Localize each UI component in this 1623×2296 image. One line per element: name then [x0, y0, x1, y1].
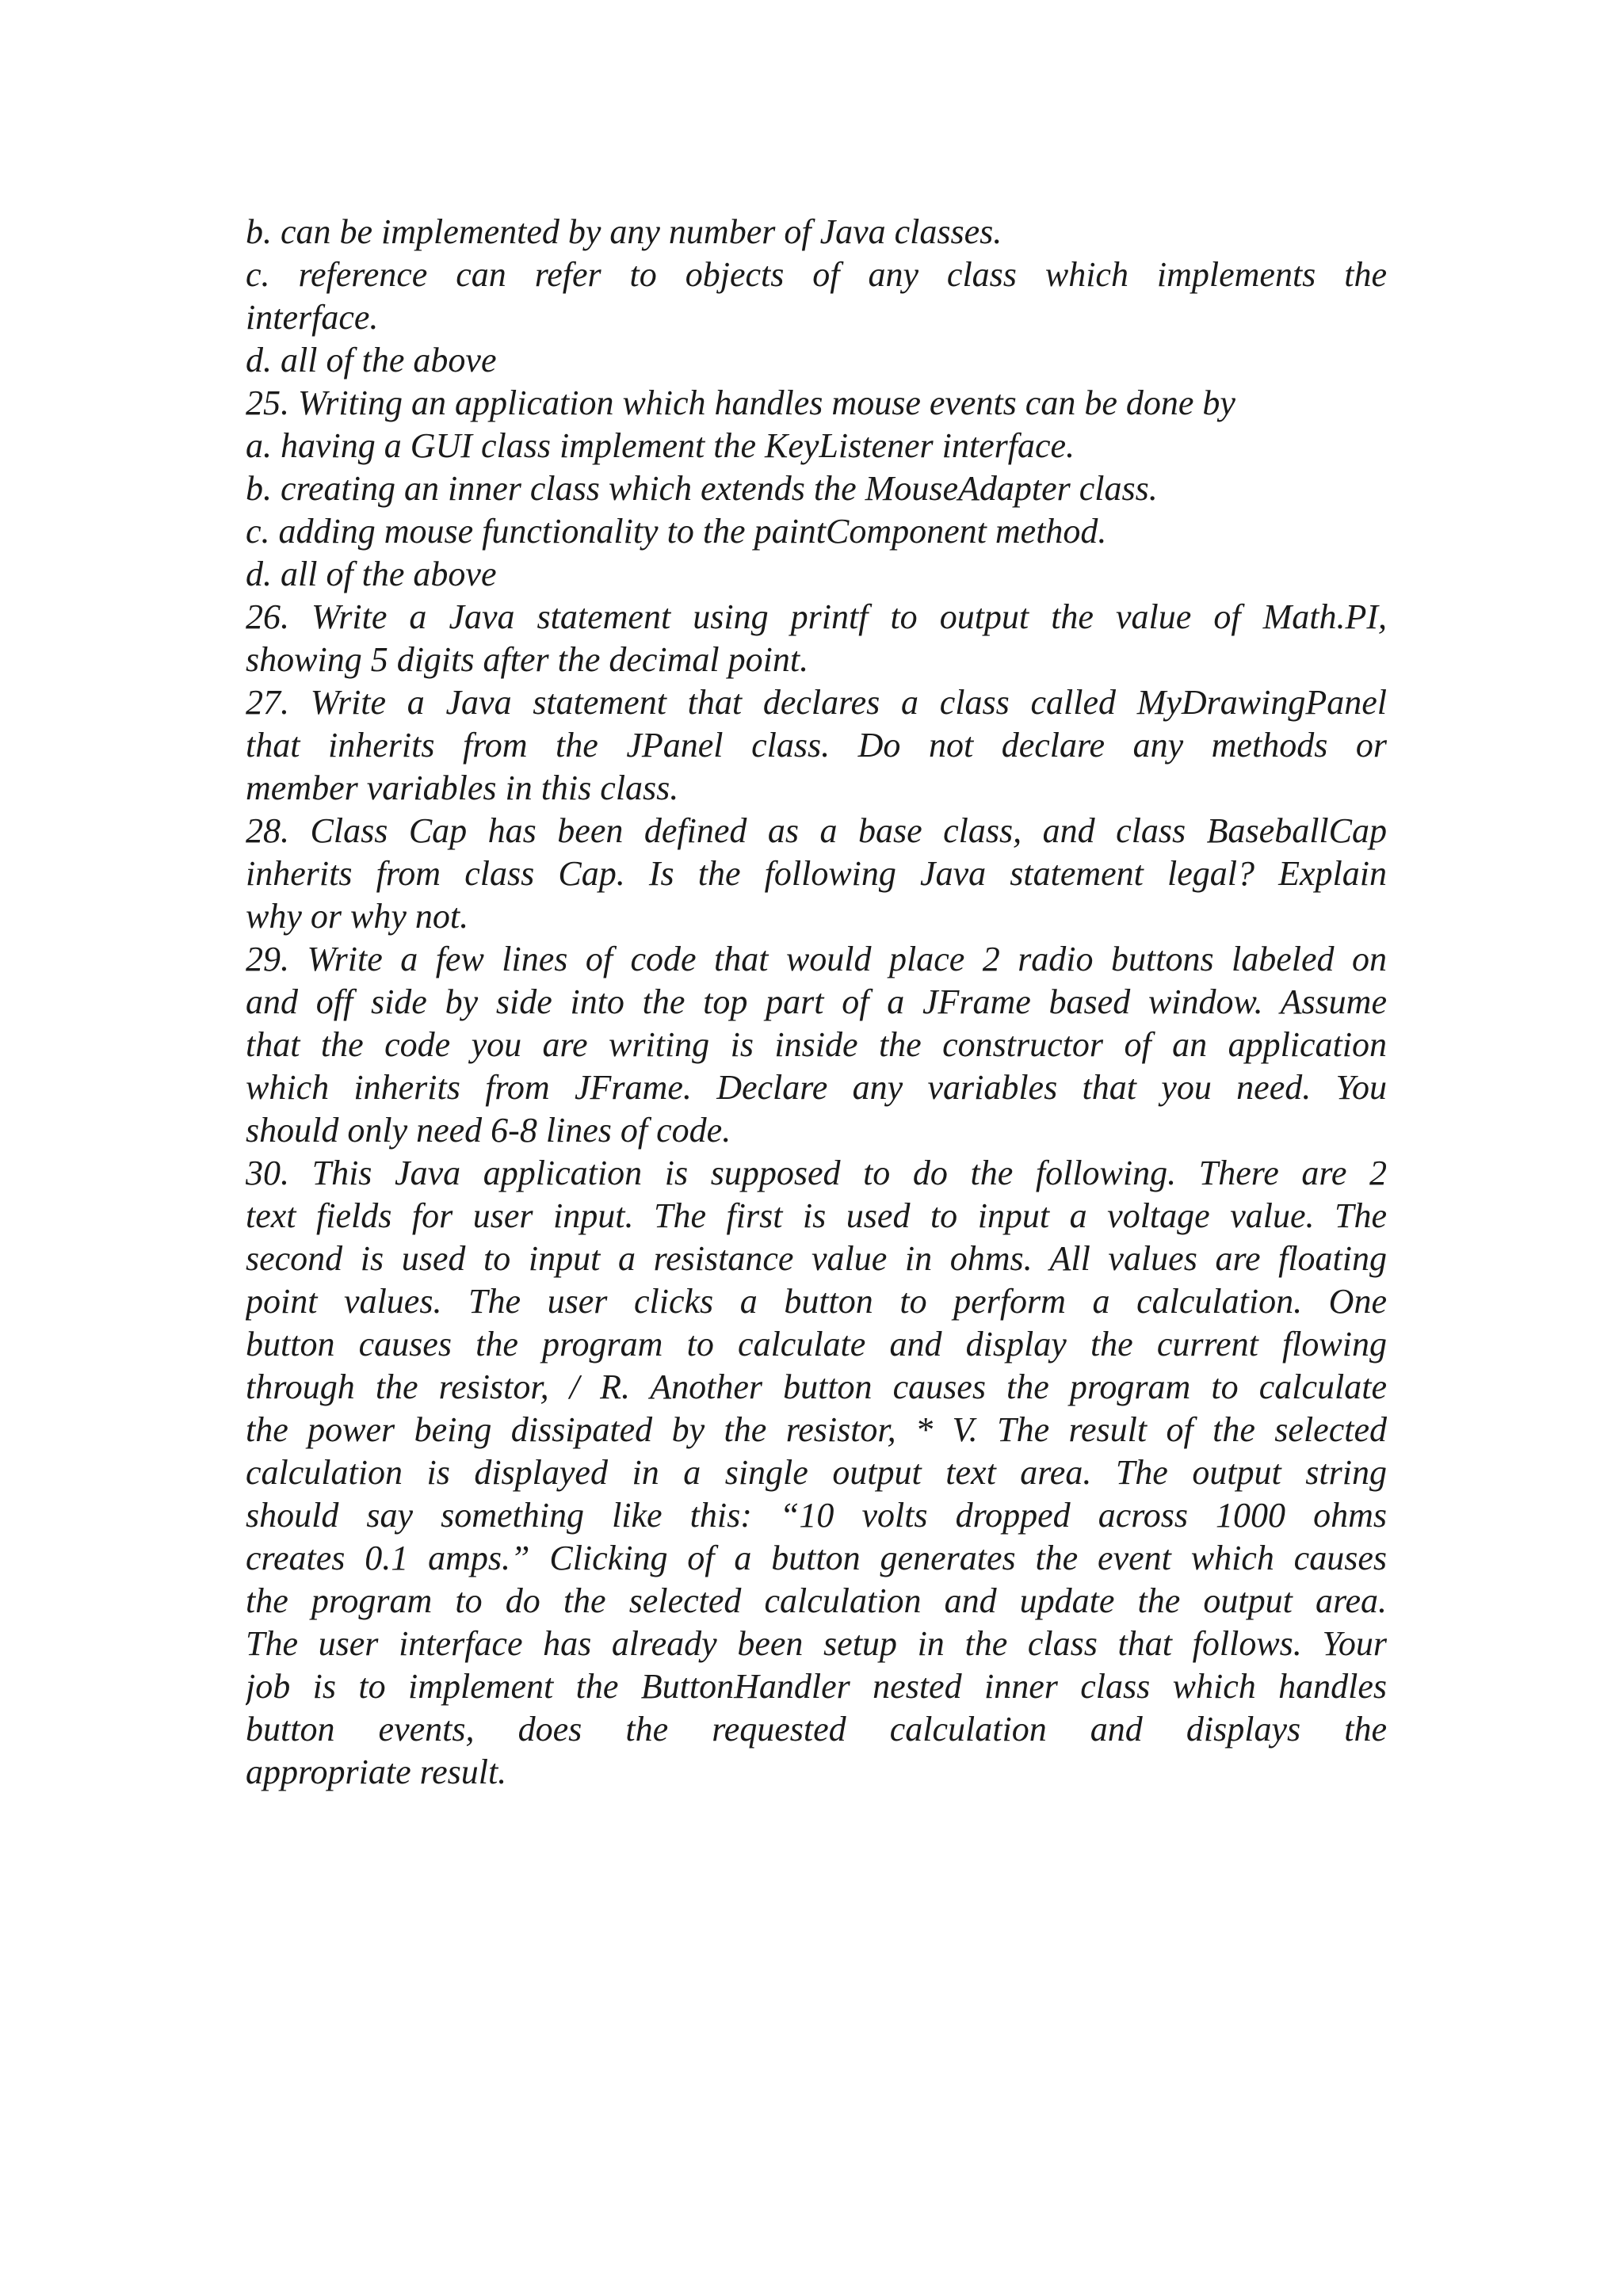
- text-line: and off side by side into the top part of a JFrame based window. Assume: [246, 982, 1387, 1021]
- text-line: 26. Write a Java statement using printf to output the value of Math.PI,: [246, 597, 1387, 636]
- text-line: 27. Write a Java statement that declares a class called MyDrawingPanel: [246, 683, 1387, 722]
- text-line: member variables in this class.: [246, 769, 679, 807]
- text-line: c. adding mouse functionality to the paintComponent method.: [246, 512, 1107, 551]
- text-line: text fields for user input. The first is used to input a voltage value. The: [246, 1196, 1387, 1235]
- text-line: through the resistor, / R. Another button causes the program to calculate: [246, 1367, 1387, 1406]
- text-line: the program to do the selected calculation and update the output area.: [246, 1581, 1387, 1620]
- text-line: d. all of the above: [246, 341, 497, 379]
- text-line: b. can be implemented by any number of Java classes.: [246, 212, 1002, 251]
- text-line: interface.: [246, 298, 379, 337]
- text-line: b. creating an inner class which extends the MouseAdapter class.: [246, 469, 1158, 508]
- text-line: calculation is displayed in a single output text area. The output string: [246, 1453, 1387, 1492]
- text-line: d. all of the above: [246, 555, 497, 593]
- text-line: should only need 6-8 lines of code.: [246, 1111, 731, 1150]
- text-line: that inherits from the JPanel class. Do not declare any methods or: [246, 726, 1387, 765]
- text-line: c. reference can refer to objects of any class which implements the: [246, 255, 1387, 294]
- text-line: the power being dissipated by the resistor, * V. The result of the selected: [246, 1410, 1387, 1449]
- text-line: button causes the program to calculate and display the current flowing: [246, 1325, 1387, 1363]
- text-line: 28. Class Cap has been defined as a base class, and class BaseballCap: [246, 811, 1387, 850]
- text-line: point values. The user clicks a button to perform a calculation. One: [246, 1282, 1387, 1321]
- text-line: that the code you are writing is inside the constructor of an application: [246, 1025, 1387, 1064]
- text-line: creates 0.1 amps.” Clicking of a button generates the event which causes: [246, 1539, 1387, 1577]
- text-line: appropriate result.: [246, 1753, 507, 1791]
- text-line: why or why not.: [246, 897, 469, 936]
- text-line: job is to implement the ButtonHandler nested inner class which handles: [246, 1667, 1387, 1706]
- text-line: showing 5 digits after the decimal point.: [246, 640, 809, 679]
- text-line: 30. This Java application is supposed to do the following. There are 2: [246, 1154, 1387, 1192]
- text-line: button events, does the requested calculation and displays the: [246, 1710, 1387, 1749]
- text-line: should say something like this: “10 volts dropped across 1000 ohms: [246, 1496, 1387, 1535]
- text-line: 29. Write a few lines of code that would place 2 radio buttons labeled on: [246, 940, 1387, 978]
- text-line: inherits from class Cap. Is the following Java statement legal? Explain: [246, 854, 1387, 893]
- text-line: a. having a GUI class implement the KeyListener interface.: [246, 426, 1075, 465]
- text-line: which inherits from JFrame. Declare any variables that you need. You: [246, 1068, 1387, 1107]
- text-line: second is used to input a resistance value in ohms. All values are floating: [246, 1239, 1387, 1278]
- text-line: 25. Writing an application which handles mouse events can be done by: [246, 383, 1235, 422]
- text-line: The user interface has already been setup in the class that follows. Your: [246, 1624, 1387, 1663]
- document-page: [246, 211, 1387, 1794]
